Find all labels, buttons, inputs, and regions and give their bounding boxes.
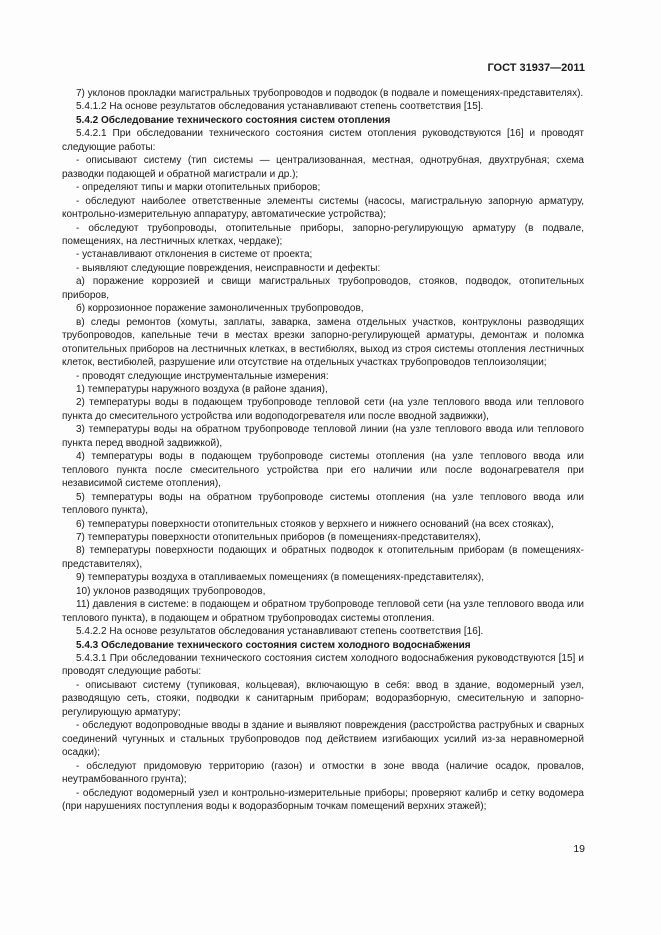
list-item: 10) уклонов разводящих трубопроводов, [76, 585, 266, 597]
page-number: 19 [573, 843, 585, 855]
standard-number: ГОСТ 31937—2011 [487, 62, 585, 74]
list-item: - обследуют водомерный узел и контрольно-измерительные приборы; проверяют калибр и сетку водомера (при нарушениях поступления воды к водоразборным точкам помещений верхних этажей); [62, 787, 584, 813]
list-item: - определяют типы и марки отопительных приборов; [76, 182, 321, 194]
list-item: б) коррозионное поражение замоноличенных трубопроводов, [76, 303, 364, 315]
list-item: - обследуют водопроводные вводы в здание и выявляют повреждения (расстройства раструбных и сварных соединений чугунных и стальных трубопроводов под действием изгибающих усилий из-за неравномерной осадки); [62, 720, 584, 759]
list-item: 1) температуры наружного воздуха (в районе здания), [76, 383, 328, 395]
list-item: 6) температуры поверхности отопительных стояков у верхнего и нижнего оснований (на всех стояках), [76, 518, 554, 530]
list-item: - описывают систему (тип системы — централизованная, местная, однотрубная, двухтрубная; схема разводки подающей и обратной магистрали и др.); [62, 155, 584, 180]
section-heading: 5.4.2 Обследование технического состояния систем отопления [76, 114, 391, 126]
document-body [62, 87, 584, 813]
section-heading: 5.4.3 Обследование технического состояния систем холодного водоснабжения [76, 639, 471, 651]
list-item: - устанавливают отклонения в системе от проекта; [76, 249, 313, 261]
list-item: - обследуют придомовую территорию (газон) и отмостки в зоне ввода (наличие осадок, провалов, неутрамбованного грунта); [62, 760, 584, 786]
paragraph: 5.4.3.1 При обследовании технического состояния систем холодного водоснабжения руководствуются [15] и проводят следующие работы: [62, 653, 584, 678]
paragraph: 5.4.1.2 На основе результатов обследования устанавливают степень соответствия [15]. [76, 101, 484, 113]
list-item: - обследуют трубопроводы, отопительные приборы, запорно-регулирующую арматуру (в подвале, помещениях, на лестничных клетках, чердаке); [62, 222, 584, 247]
paragraph: 5.4.2.2 На основе результатов обследования устанавливают степень соответствия [16]. [76, 626, 484, 638]
list-item: 11) давления в системе: в подающем и обратном трубопроводе тепловой сети (на узле теплового ввода или теплового пункта), в подающем и обратном трубопроводах системы отопления. [62, 599, 584, 624]
list-item: 3) температуры воды на обратном трубопроводе тепловой линии (на узле теплового ввода или теплового пункта перед вводной задвижкой), [62, 424, 584, 449]
list-item: в) следы ремонтов (хомуты, заплаты, заварка, замена отдельных участков, контруклоны разводящих трубопроводов, капельные течи в местах врезки запорно-регулирующей арматуры, демонтаж и поломка отопительных приборов на лестничных клетках, в вестибюлях, выход из строя системы отопления лестничных клеток, вестибюлей, разрушение или отсутствие на отдельных участках трубопроводов теплоизоляции; [62, 316, 584, 369]
list-item: а) поражение коррозией и свищи магистральных трубопроводов, стояков, подводок, отопительных приборов, [62, 276, 584, 301]
list-item: - выявляют следующие повреждения, неисправности и дефекты: [76, 262, 381, 274]
list-item: 4) температуры воды в подающем трубопроводе системы отопления (на узле теплового ввода или теплового пункта после смесительного устройства при его наличии или после водонагревателя при независимой системе отопления), [62, 451, 584, 490]
list-item: - проводят следующие инструментальные измерения: [76, 370, 329, 382]
paragraph: 7) уклонов прокладки магистральных трубопроводов и подводок (в подвале и помещениях-представителях). [76, 88, 584, 99]
list-item: 9) температуры воздуха в отапливаемых помещениях (в помещениях-представителях), [76, 572, 484, 584]
list-item: 5) температуры воды на обратном трубопроводе системы отопления (на узле теплового ввода или теплового пункта), [62, 491, 584, 517]
list-item: - описывают систему (тупиковая, кольцевая), включающую в себя: ввод в здание, водомерный узел, разводящую сеть, стояки, подводки к санитарным приборам; водоразборную, смесительную и запорно-регулирующую арматуру; [62, 679, 584, 718]
paragraph: 5.4.2.1 При обследовании технического состояния систем отопления руководствуются [16] и проводят следующие работы: [62, 128, 584, 153]
list-item: - обследуют наиболее ответственные элементы системы (насосы, магистральную запорную арматуру, контрольно-измерительную аппаратуру, автоматические устройства); [62, 195, 584, 221]
list-item: 2) температуры воды в подающем трубопроводе тепловой сети (на узле теплового ввода или теплового пункта до смесительного устройства или водоподогревателя или после вводной задвижки), [62, 397, 584, 422]
list-item: 8) температуры поверхности подающих и обратных подводок к отопительным приборам (в помещениях-представителях), [62, 545, 584, 570]
list-item: 7) температуры поверхности отопительных приборов (в помещениях-представителях), [76, 531, 481, 543]
